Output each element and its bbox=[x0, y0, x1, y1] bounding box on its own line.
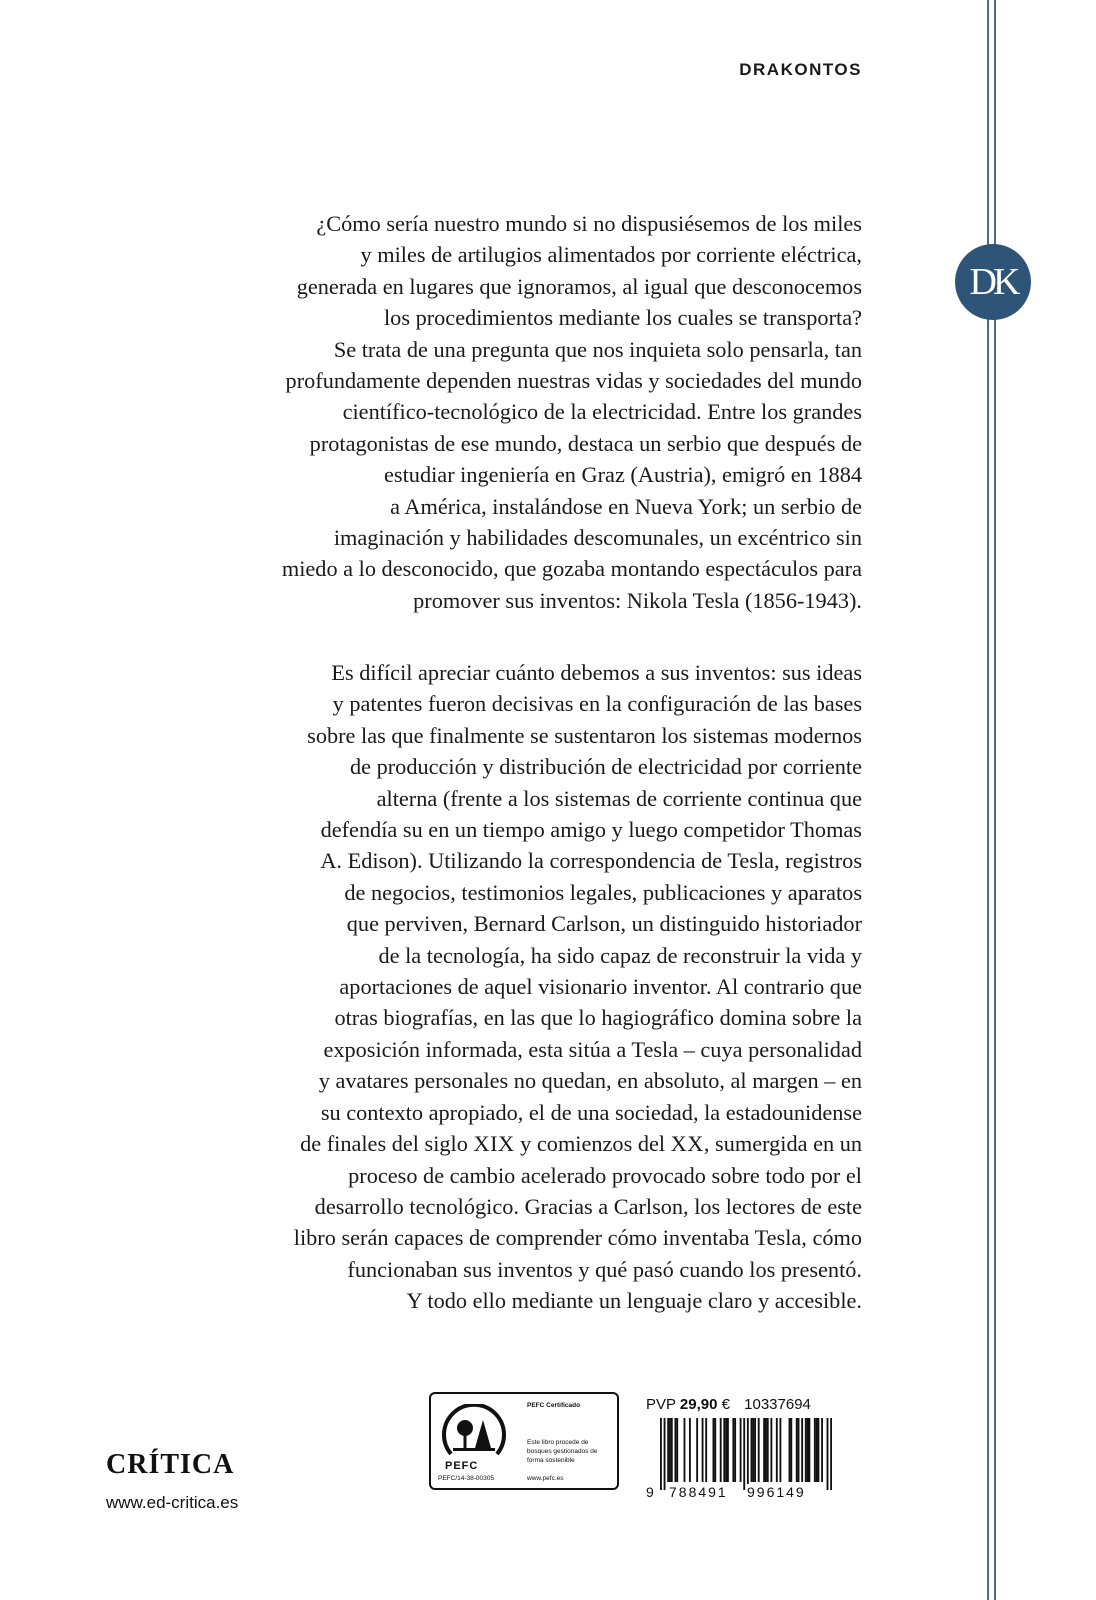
blurb-line-centuries bbox=[180, 1128, 862, 1159]
barcode-bar bbox=[702, 1418, 704, 1482]
barcode-bar bbox=[684, 1418, 686, 1482]
barcode-bar bbox=[705, 1418, 707, 1482]
barcode-bar bbox=[796, 1418, 798, 1482]
blurb-line: de producción y distribución de electricidad por corriente bbox=[349, 754, 862, 780]
barcode-bar bbox=[740, 1418, 742, 1482]
barcode-bar bbox=[752, 1418, 754, 1482]
blurb-line: Se trata de una pregunta que nos inquieta solo pensarla, tan bbox=[333, 336, 862, 362]
blurb-text: , sumergida en un bbox=[703, 1131, 862, 1157]
barcode-guard-bar bbox=[827, 1418, 829, 1490]
barcode-bar bbox=[805, 1418, 807, 1482]
barcode-bar bbox=[725, 1418, 727, 1482]
price-currency: € bbox=[721, 1396, 730, 1413]
series-name: DRAKONTOS bbox=[739, 60, 862, 79]
series-logo-badge: DK bbox=[955, 244, 1031, 320]
isbn-group-2: 996149 bbox=[747, 1484, 806, 1500]
barcode-bar bbox=[689, 1418, 691, 1482]
blurb-line: generada en lugares que ignoramos, al igual que desconocemos bbox=[296, 273, 862, 299]
barcode-bar bbox=[671, 1418, 673, 1482]
blurb-line: y avatares personales no quedan, en absoluto, al margen – en bbox=[318, 1068, 862, 1094]
blurb-line: aportaciones de aquel visionario inventor. Al contrario que bbox=[339, 974, 862, 1000]
barcode-bar bbox=[669, 1418, 671, 1482]
pefc-description: Este libro procede de bosques gestionados de forma sostenible bbox=[527, 1439, 598, 1464]
barcode-bar bbox=[814, 1418, 816, 1482]
spine-rule-inner bbox=[987, 0, 989, 1600]
barcode-bar bbox=[790, 1418, 792, 1482]
blurb-line: a América, instalándose en Nueva York; un serbio de bbox=[390, 493, 862, 519]
pefc-word: PEFC bbox=[445, 1460, 479, 1472]
blurb-paragraph-1 bbox=[180, 208, 862, 616]
blurb-line: proceso de cambio acelerado provocado sobre todo por el bbox=[348, 1162, 862, 1188]
barcode-bar bbox=[754, 1418, 756, 1482]
pefc-tree-icon bbox=[439, 1404, 509, 1460]
blurb-line: Y todo ello mediante un lenguaje claro y accesible. bbox=[406, 1288, 862, 1314]
price-line bbox=[646, 1396, 811, 1413]
blurb-line: alterna (frente a los sistemas de corriente continua que bbox=[376, 785, 862, 811]
barcode-bar bbox=[676, 1418, 678, 1482]
barcode-bar bbox=[798, 1418, 800, 1482]
pefc-url: www.pefc.es bbox=[527, 1475, 564, 1482]
blurb-line: y patentes fueron decisivas en la configuración de las bases bbox=[332, 691, 862, 717]
barcode-bar bbox=[713, 1418, 715, 1482]
blurb-line: Es difícil apreciar cuánto debemos a sus inventos: sus ideas bbox=[331, 660, 862, 685]
blurb-line: otras biografías, en las que lo hagiográfico domina sobre la bbox=[334, 1005, 862, 1031]
barcode-bar bbox=[821, 1418, 823, 1482]
spine-rule-outer bbox=[994, 0, 996, 1600]
pefc-code: PEFC/14-38-00305 bbox=[438, 1475, 495, 1482]
blurb-text: y comienzos del bbox=[514, 1131, 671, 1157]
blurb-line: A. Edison). Utilizando la correspondencia de Tesla, registros bbox=[320, 848, 862, 874]
blurb-line: su contexto apropiado, el de una sociedad, la estadounidense bbox=[320, 1099, 862, 1125]
barcode-bar bbox=[770, 1418, 772, 1482]
barcode-bar bbox=[720, 1418, 722, 1482]
barcode-bar bbox=[714, 1418, 716, 1482]
price-amount: 29,90 bbox=[679, 1396, 718, 1413]
blurb-line: imaginación y habilidades descomunales, un excéntrico sin bbox=[333, 525, 862, 551]
pefc-certified-label: PEFC Certificado bbox=[527, 1402, 581, 1409]
blurb-line: de la tecnología, ha sido capaz de reconstruir la vida y bbox=[378, 942, 862, 968]
barcode-bar bbox=[758, 1418, 760, 1482]
barcode-bar bbox=[801, 1418, 803, 1482]
blurb-line: de negocios, testimonios legales, publicaciones y aparatos bbox=[344, 879, 862, 905]
barcode-bar bbox=[779, 1418, 781, 1482]
price-label: PVP bbox=[646, 1396, 676, 1413]
roman-numeral-20: XX bbox=[670, 1131, 704, 1157]
blurb-line: desarrollo tecnológico. Gracias a Carlson, los lectores de este bbox=[314, 1193, 862, 1219]
blurb-text: de finales del siglo bbox=[300, 1131, 474, 1157]
barcode-guard-bar bbox=[830, 1418, 832, 1490]
blurb-line: estudiar ingeniería en Graz (Austria), emigró en 1884 bbox=[384, 462, 862, 488]
roman-numeral-19: XIX bbox=[473, 1131, 515, 1157]
barcode-bar bbox=[674, 1418, 676, 1482]
barcode-bar bbox=[727, 1418, 729, 1482]
blurb-line: ¿Cómo sería nuestro mundo si no dispusiésemos de los miles bbox=[316, 211, 862, 236]
pefc-certification-box bbox=[429, 1392, 619, 1490]
barcode-bar bbox=[763, 1418, 765, 1482]
blurb-line: los procedimientos mediante los cuales se transporta? bbox=[383, 305, 862, 331]
barcode-bar bbox=[808, 1418, 810, 1482]
product-code: 10337694 bbox=[744, 1396, 811, 1413]
publisher-logo: CRÍTICA bbox=[106, 1449, 235, 1480]
barcode-bar bbox=[765, 1418, 767, 1482]
blurb-line: miedo a lo desconocido, que gozaba montando espectáculos para bbox=[281, 556, 862, 582]
blurb-paragraph-2 bbox=[180, 657, 862, 1317]
blurb-line: que perviven, Bernard Carlson, un distinguido historiador bbox=[346, 911, 862, 937]
blurb-line: exposición informada, esta sitúa a Tesla – cuya personalidad bbox=[323, 1036, 862, 1062]
publisher-website: www.ed-critica.es bbox=[106, 1493, 239, 1512]
barcode-bar bbox=[734, 1418, 736, 1482]
barcode-bar bbox=[696, 1418, 698, 1482]
isbn-lead-digit: 9 bbox=[646, 1484, 656, 1500]
barcode-bar bbox=[767, 1418, 769, 1482]
blurb-line: libro serán capaces de comprender cómo inventaba Tesla, cómo bbox=[293, 1225, 862, 1251]
blurb-line: profundamente dependen nuestras vidas y sociedades del mundo bbox=[285, 368, 862, 394]
barcode-bar bbox=[732, 1418, 734, 1482]
barcode-bar bbox=[789, 1418, 791, 1482]
blurb-line: promover sus inventos: Nikola Tesla (1856-1943). bbox=[413, 587, 862, 613]
blurb-line: sobre las que finalmente se sustentaron los sistemas modernos bbox=[307, 722, 862, 748]
blurb-line: funcionaban sus inventos y qué pasó cuando los presentó. bbox=[347, 1256, 862, 1282]
barcode-guard-bar bbox=[743, 1418, 745, 1490]
barcode-bar bbox=[818, 1418, 820, 1482]
blurb-line: protagonistas de ese mundo, destaca un serbio que después de bbox=[309, 430, 862, 456]
barcode-guard-bar bbox=[747, 1418, 749, 1490]
isbn-barcode bbox=[660, 1418, 832, 1490]
blurb-line: y miles de artilugios alimentados por corriente eléctrica, bbox=[360, 242, 862, 268]
barcode-bar bbox=[807, 1418, 809, 1482]
barcode-bar bbox=[776, 1418, 778, 1482]
barcode-bar bbox=[667, 1418, 669, 1482]
barcode-bar bbox=[751, 1418, 753, 1482]
barcode-guard-bar bbox=[660, 1418, 662, 1490]
barcode-bar bbox=[723, 1418, 725, 1482]
barcode-guard-bar bbox=[664, 1418, 666, 1490]
blurb-line: defendía su en un tiempo amigo y luego competidor Thomas bbox=[320, 817, 862, 843]
barcode-bar bbox=[816, 1418, 818, 1482]
blurb-line: científico-tecnológico de la electricidad. Entre los grandes bbox=[342, 399, 862, 425]
isbn-group-1: 788491 bbox=[669, 1484, 728, 1500]
